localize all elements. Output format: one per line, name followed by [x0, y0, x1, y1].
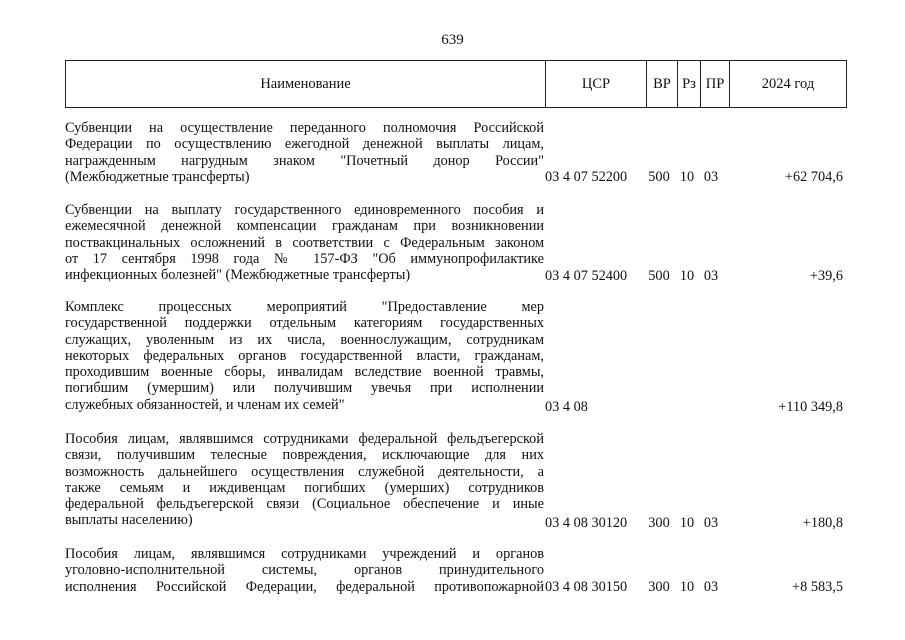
- row-name: [65, 546, 544, 595]
- row-name-line: также семьям и иждивенцам погибших (умерших) сотрудников: [65, 479, 544, 496]
- row-name-line: проходившим военные сборы, инвалидам вследствие военной травмы,: [65, 364, 544, 381]
- row-name-line: некоторых федеральных органов государственной власти, гражданам,: [65, 347, 544, 364]
- row-name: [65, 120, 544, 185]
- row-vr: 500: [648, 169, 670, 185]
- row-name-line: Пособия лицам, являвшимся сотрудниками федеральной фельдъегерской: [65, 431, 544, 447]
- row-rz: 10: [679, 579, 695, 595]
- row-csr: 03 4 08: [545, 399, 588, 415]
- row-csr: 03 4 08 30120: [545, 515, 628, 531]
- row-name-line: от 17 сентября 1998 года № 157-ФЗ "Об иммунопрофилактике: [65, 250, 544, 267]
- row-name: [65, 431, 544, 529]
- row-amount: +8 583,5: [792, 579, 843, 595]
- header-name: Наименование: [260, 76, 351, 92]
- row-amount: +110 349,8: [778, 399, 843, 415]
- row-name-line: инфекционных болезней" (Межбюджетные трансферты): [65, 267, 411, 284]
- header-pr: ПР: [700, 61, 729, 107]
- row-vr: 500: [648, 268, 670, 284]
- table-row: [65, 546, 845, 600]
- row-pr: 03: [703, 515, 719, 531]
- row-name-line: поствакцинальных осложнений в соответствии с Федеральным законом: [65, 234, 544, 251]
- row-name-line: возможность дальнейшего осуществления служебной деятельности, а: [65, 463, 544, 480]
- row-rz: 10: [679, 268, 695, 284]
- row-name-line: награжденным нагрудным знаком "Почетный донор России": [65, 152, 544, 169]
- row-name-line: служебных обязанностей, и членам их семей": [65, 396, 345, 413]
- page-number: 639: [441, 32, 464, 48]
- header-csr: ЦСР: [545, 61, 646, 107]
- row-vr: 300: [648, 515, 670, 531]
- row-name-line: федеральной фельдъегерской связи (Социальное обеспечение и иные: [65, 496, 544, 513]
- row-amount: +180,8: [802, 515, 843, 531]
- row-name-line: Пособия лицам, являвшимся сотрудниками учреждений и органов: [65, 546, 544, 562]
- row-name-line: уголовно-исполнительной системы, органов принудительного: [65, 562, 544, 579]
- table-row: [65, 299, 845, 417]
- table-row: [65, 202, 845, 288]
- row-pr: 03: [703, 268, 719, 284]
- row-name-line: (Межбюджетные трансферты): [65, 168, 250, 185]
- row-csr: 03 4 07 52200: [545, 169, 628, 185]
- row-name-line: исполнения Российской Федерации, федеральной противопожарной: [65, 578, 544, 595]
- table-row: [65, 120, 845, 190]
- row-name-line: служащих, уволенным из их числа, военнослужащим, сотрудникам: [65, 331, 544, 348]
- row-csr: 03 4 07 52400: [545, 268, 628, 284]
- row-name-line: погибшим (умершим) или получившим увечья при исполнении: [65, 380, 544, 397]
- header-vr: ВР: [646, 61, 677, 107]
- row-name: [65, 299, 544, 413]
- header-rz: Рз: [677, 61, 700, 107]
- row-name-line: связи, получившим телесные повреждения, исключающие для них: [65, 447, 544, 464]
- row-name-line: Субвенции на осуществление переданного полномочия Российской: [65, 120, 544, 136]
- row-name-line: ежемесячной денежной компенсации гражданам при возникновении: [65, 218, 544, 235]
- row-pr: 03: [703, 579, 719, 595]
- row-name: [65, 202, 544, 283]
- row-amount: +62 704,6: [784, 169, 843, 185]
- table-header: [65, 60, 847, 108]
- row-name-line: Федерации по осуществлению ежегодной денежной выплаты лицам,: [65, 136, 544, 153]
- row-amount: +39,6: [809, 268, 843, 284]
- header-year: 2024 год: [729, 61, 846, 107]
- row-name-line: Комплекс процессных мероприятий "Предоставление мер: [65, 299, 544, 315]
- row-name-line: государственной поддержки отдельным категориям государственных: [65, 315, 544, 332]
- row-name-line: выплаты населению): [65, 512, 193, 529]
- row-rz: 10: [679, 169, 695, 185]
- row-csr: 03 4 08 30150: [545, 579, 628, 595]
- row-pr: 03: [703, 169, 719, 185]
- table-row: [65, 431, 845, 533]
- row-rz: 10: [679, 515, 695, 531]
- row-name-line: Субвенции на выплату государственного единовременного пособия и: [65, 202, 544, 218]
- row-vr: 300: [648, 579, 670, 595]
